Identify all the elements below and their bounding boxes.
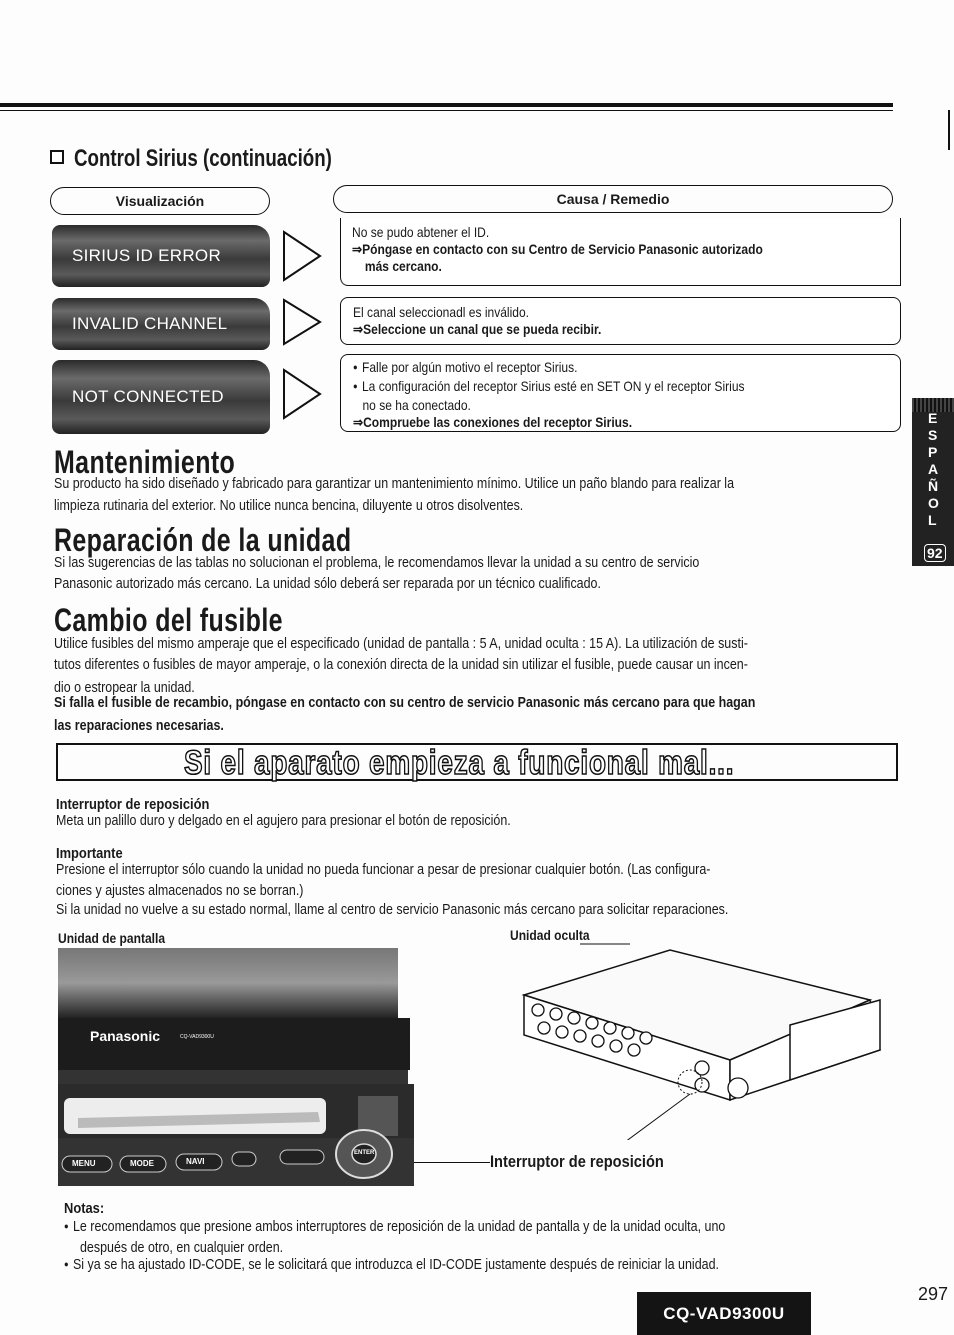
note-item: ● Le recomendamos que presione ambos interruptores de reposición de la unidad de pantalla y de la unidad oculta, uno	[64, 1217, 725, 1238]
paragraph-line: Panasonic autorizado más cercano. La unidad sólo deberá ser reparada por un técnico cualificado.	[54, 576, 601, 592]
tab-letter: P	[928, 444, 938, 460]
note-item-cont: después de otro, en cualquier orden.	[80, 1240, 284, 1256]
model-badge	[637, 1292, 811, 1335]
important-heading: Importante	[56, 845, 123, 862]
remedy-line: ⇒Póngase en contacto con su Centro de Servicio Panasonic autorizado	[352, 241, 763, 257]
language-side-tab	[912, 398, 954, 566]
paragraph-line: limpieza rutinaria del exterior. No utilice nunca bencina, diluyente u otros disolventes.	[54, 498, 524, 514]
reset-pointer-line	[414, 1162, 490, 1163]
tab-letter: E	[928, 410, 938, 426]
tab-letter: A	[928, 461, 939, 477]
arrow-right-icon	[282, 368, 322, 420]
paragraph-line: Su producto ha sido diseñado y fabricado para garantizar un mantenimiento mínimo. Utilice un paño blando para realizar la	[54, 476, 735, 492]
remedy-line: más cercano.	[364, 258, 442, 274]
troubleshoot-banner	[56, 743, 898, 781]
tab-letter: Ñ	[928, 478, 939, 494]
paragraph-line-bold: Si falla el fusible de recambio, póngase en contacto con su centro de servicio Panasonic más cercano para que hagan	[54, 695, 756, 711]
reset-text: Meta un palillo duro y delgado en el agujero para presionar el botón de reposición.	[56, 813, 511, 829]
banner-title: Si el aparato empieza a funcional mal...	[184, 744, 735, 782]
cause-line: ● La configuración del receptor Sirius esté en SET ON y el receptor Sirius	[353, 378, 813, 397]
cause-box-not-connected	[340, 354, 901, 432]
notes-heading: Notas:	[64, 1200, 105, 1217]
heading-mantenimiento: Mantenimiento	[54, 444, 236, 480]
lcd-display-invalid-channel: INVALID CHANNEL	[52, 298, 270, 350]
heading-reparacion: Reparación de la unidad	[54, 522, 352, 558]
model-badge-text: CQ-VAD9300U	[663, 1303, 785, 1323]
remedy-line: ⇒Compruebe las conexiones del receptor Sirius.	[353, 414, 633, 430]
column-header-cause: Causa / Remedio	[333, 185, 893, 213]
cause-line: no se ha conectado.	[362, 397, 471, 413]
tab-page-number: 92	[924, 544, 946, 562]
enter-button[interactable]: ENTER	[354, 1150, 375, 1156]
hidden-unit-figure	[500, 940, 890, 1140]
remedy-line: ⇒Seleccione un canal que se pueda recibir.	[353, 321, 602, 337]
important-line: ciones y ajustes almacenados no se borran.)	[56, 883, 304, 899]
checkbox-icon	[50, 150, 64, 164]
display-unit-figure	[58, 948, 414, 1186]
cause-line: El canal seleccionadl es inválido.	[353, 304, 530, 320]
top-rule-thin	[0, 110, 893, 111]
arrow-right-icon	[282, 298, 322, 346]
navi-button[interactable]: NAVI	[186, 1157, 205, 1166]
important-line: Si la unidad no vuelve a su estado normal, llame al centro de servicio Panasonic más cercano para solicitar reparaciones.	[56, 902, 729, 918]
tab-letter: S	[928, 427, 938, 443]
right-edge-rule	[948, 110, 950, 150]
brand-logo: Panasonic	[90, 1028, 161, 1044]
paragraph-line: tutos diferentes o fusibles de mayor amperaje, o la conexión directa de la unidad sin utilizar el fusible, puede causar un incen-	[54, 657, 748, 673]
paragraph-line: dio o estropear la unidad.	[54, 680, 195, 696]
paragraph-line: Utilice fusibles del mismo amperaje que el especificado (unidad de pantalla : 5 A, unidad oculta : 15 A). La utilización de susti-	[54, 636, 748, 652]
column-header-display: Visualización	[50, 187, 270, 215]
cause-line: No se pudo abtener el ID.	[352, 224, 490, 240]
cause-line: ● Falle por algún motivo el receptor Sirius.	[353, 359, 813, 378]
paragraph-line-bold: las reparaciones necesarias.	[54, 718, 224, 734]
display-unit-label: Unidad de pantalla	[58, 930, 166, 946]
top-rule	[0, 103, 893, 107]
paragraph-line: Si las sugerencias de las tablas no solucionan el problema, le recomendamos llevar la unidad a su centro de servicio	[54, 555, 700, 571]
heading-fusible: Cambio del fusible	[54, 602, 283, 638]
important-line: Presione el interruptor sólo cuando la unidad no pueda funcionar a pesar de presionar cualquier botón. (Las configura-	[56, 862, 711, 878]
cause-box-invalid-channel	[340, 297, 901, 345]
reset-heading: Interruptor de reposición	[56, 796, 210, 813]
tab-letter: O	[928, 495, 939, 511]
hidden-unit-label: Unidad oculta	[510, 927, 590, 943]
arrow-right-icon	[282, 230, 322, 282]
section-title: Control Sirius (continuación)	[74, 145, 332, 172]
model-label-small: CQ-VAD9300U	[180, 1034, 214, 1040]
menu-button[interactable]: MENU	[72, 1159, 96, 1168]
note-item: ● Si ya se ha ajustado ID-CODE, se le solicitará que introduzca el ID-CODE justamente después de reiniciar la unidad.	[64, 1255, 719, 1276]
lcd-display-sirius-id-error: SIRIUS ID ERROR	[52, 225, 270, 287]
mode-button[interactable]: MODE	[130, 1159, 154, 1168]
reset-switch-label: Interruptor de reposición	[490, 1152, 664, 1171]
cause-box-sirius-id-error	[340, 218, 901, 286]
tab-letter: L	[928, 512, 937, 528]
lcd-display-not-connected: NOT CONNECTED	[52, 360, 270, 434]
page-number: 297	[918, 1284, 949, 1304]
